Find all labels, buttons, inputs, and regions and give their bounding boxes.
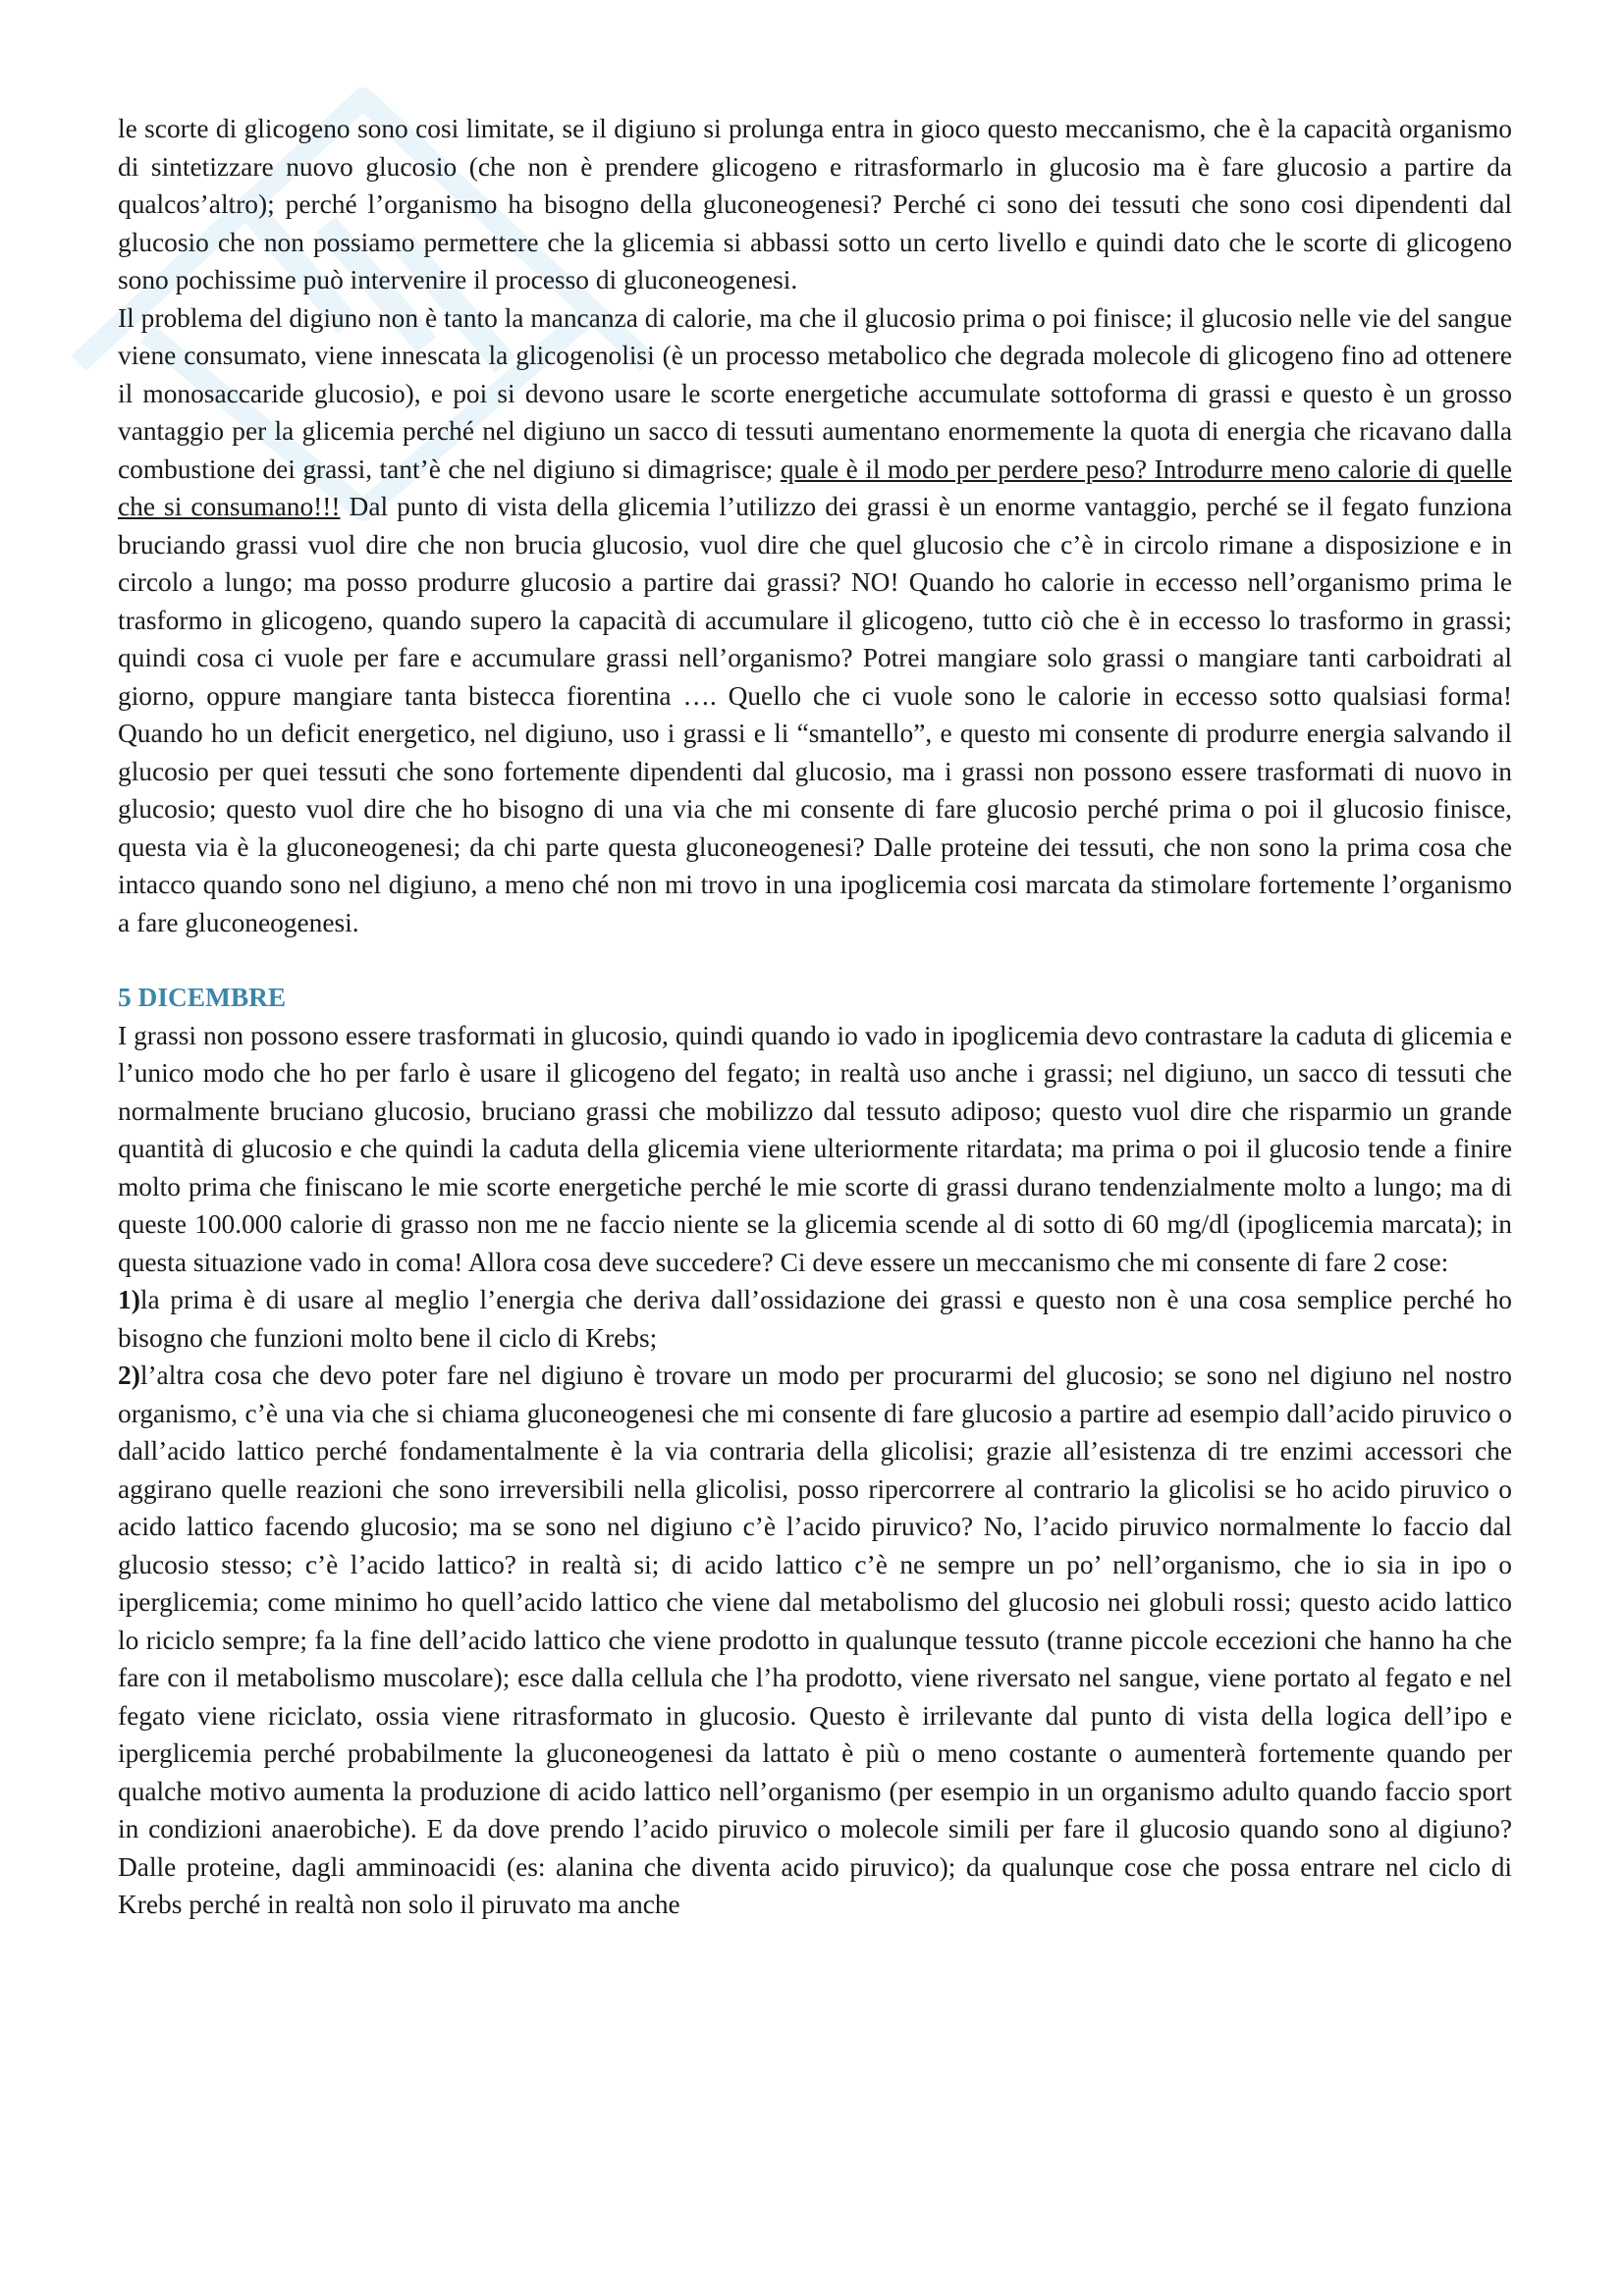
- list-item-1: [118, 1281, 1512, 1357]
- paragraph-fasting-part-2: Dal punto di vista della glicemia l’utilizzo dei grassi è un enorme vantaggio, perché se il fegato funziona bruciando grassi vuol dire che non brucia glucosio, vuol dire che quel glucosio che c’è in circolo rimane a disposizione e in circolo a lungo; ma posso produrre glucosio a partire dai grassi? NO! Quando ho calorie in eccesso nell’organismo prima le trasformo in glicogeno, quando supero la capacità di accumulare il glicogeno, tutto ciò che è in eccesso lo trasformo in grassi; quindi cosa ci vuole per fare e accumulare grassi nell’organismo? Potrei mangiare solo grassi o mangiare tanti carboidrati al giorno, oppure mangiare tanta bistecca fiorentina …. Quello che ci vuole sono le calorie in eccesso sotto qualsiasi forma! Quando ho un deficit energetico, nel digiuno, uso i grassi e li “smantello”, e questo mi consente di produrre energia salvando il glucosio per quei tessuti che sono fortemente dipendenti dal glucosio, ma i grassi non possono essere trasformati di nuovo in glucosio; questo vuol dire che ho bisogno di una via che mi consente di fare glucosio perché prima o poi il glucosio finisce, questa via è la gluconeogenesi; da chi parte questa gluconeogenesi? Dalle proteine dei tessuti, che non sono la prima cosa che intacco quando sono nel digiuno, a meno ché non mi trovo in una ipoglicemia cosi marcata da stimolare fortemente l’organismo a fare gluconeogenesi.: [118, 492, 1512, 937]
- paragraph-fasting-part-1: Il problema del digiuno non è tanto la mancanza di calorie, ma che il glucosio prima o poi finisce; il glucosio nelle vie del sangue viene consumato, viene innescata la glicogenolisi (è un processo metabolico che degrada molecole di glicogeno fino ad ottenere il monosaccaride glucosio), e poi si devono usare le scorte energetiche accumulate sottoforma di grassi e questo è un grosso vantaggio per la glicemia perché nel digiuno un sacco di tessuti aumentano enormemente la quota di energia che ricavano dalla combustione dei grassi, tant’è che nel digiuno si dimagrisce;: [118, 302, 1512, 484]
- list-item-1-number: 1): [118, 1285, 140, 1314]
- list-item-2: [118, 1357, 1512, 1924]
- paragraph-hypoglycemia: I grassi non possono essere trasformati in glucosio, quindi quando io vado in ipoglicemia devo contrastare la caduta di glicemia e l’unico modo che ho per farlo è usare il glicogeno del fegato; in realtà uso anche i grassi; nel digiuno, un sacco di tessuti che normalmente bruciano glucosio, bruciano grassi che mobilizzo dal tessuto adiposo; questo vuol dire che risparmio un grande quantità di glucosio e che quindi la caduta della glicemia viene ulteriormente ritardata; ma prima o poi il glucosio tende a finire molto prima che finiscano le mie scorte energetiche perché le mie scorte di grassi durano tendenzialmente molto a lungo; ma di queste 100.000 calorie di grasso non me ne faccio niente se la glicemia scende al di sotto di 60 mg/dl (ipoglicemia marcata); in questa situazione vado in coma! Allora cosa deve succedere? Ci deve essere un meccanismo che mi consente di fare 2 cose:: [118, 1020, 1512, 1277]
- paragraph-intro: le scorte di glicogeno sono cosi limitate, se il digiuno si prolunga entra in gioco questo meccanismo, che è la capacità organismo di sintetizzare nuovo glucosio (che non è prendere glicogeno e ritrasformarlo in glucosio ma è fare glucosio a partire da qualcos’altro); perché l’organismo ha bisogno della gluconeogenesi? Perché ci sono dei tessuti che sono cosi dipendenti dal glucosio che non possiamo permettere che la glicemia si abbassi sotto un certo livello e quindi dato che le scorte di glicogeno sono pochissime può intervenire il processo di gluconeogenesi.: [118, 114, 1512, 294]
- underlined-weight-loss-text: quale è il modo per perdere peso? Introdurre meno calorie di quelle che si consumano!!!: [118, 454, 1512, 521]
- paragraph-fasting: [118, 299, 1512, 942]
- list-item-2-text: l’altra cosa che devo poter fare nel digiuno è trovare un modo per procurarmi del glucosio; se sono nel digiuno nel nostro organismo, c’è una via che si chiama gluconeogenesi che mi consente di fare glucosio a partire ad esempio dall’acido piruvico o dall’acido lattico perché fondamentalmente è la via contraria della glicolisi; grazie all’esistenza di tre enzimi accessori che aggirano quelle reazioni che sono irreversibili nella glicolisi, posso ripercorrere al contrario la glicolisi se ho acido piruvico o acido lattico facendo glucosio; ma se sono nel digiuno c’è l’acido piruvico? No, l’acido piruvico normalmente lo faccio dal glucosio stesso; c’è l’acido lattico? in realtà si; di acido lattico c’è ne sempre un po’ nell’organismo, che io sia in ipo o iperglicemia; come minimo ho quell’acido lattico che viene dal metabolismo del glucosio nei globuli rossi; questo acido lattico lo riciclo sempre; fa la fine dell’acido lattico che viene prodotto in qualunque tessuto (tranne piccole eccezioni che hanno ha che fare con il metabolismo muscolare); esce dalla cellula che l’ha prodotto, viene riversato nel sangue, viene portato al fegato e nel fegato viene riciclato, ossia viene ritrasformato in glucosio. Questo è irrilevante dal punto di vista della logica dell’ipo e iperglicemia perché probabilmente la gluconeogenesi da lattato è più o meno costante o aumenterà fortemente quando per qualche motivo aumenta la produzione di acido lattico nell’organismo (per esempio in un organismo adulto quando faccio sport in condizioni anaerobiche). E da dove prendo l’acido piruvico o molecole simili per fare il glucosio quando sono al digiuno? Dalle proteine, dagli amminoacidi (es: alanina che diventa acido piruvico); da qualunque cose che possa entrare nel ciclo di Krebs perché in realtà non solo il piruvato ma anche: [118, 1361, 1512, 1919]
- document-body: [118, 110, 1512, 1924]
- section-heading-date: 5 DICEMBRE: [118, 983, 287, 1012]
- list-item-1-text: la prima è di usare al meglio l’energia che deriva dall’ossidazione dei grassi e questo non è una cosa semplice perché ho bisogno che funzioni molto bene il ciclo di Krebs;: [118, 1285, 1512, 1353]
- list-item-2-number: 2): [118, 1361, 140, 1390]
